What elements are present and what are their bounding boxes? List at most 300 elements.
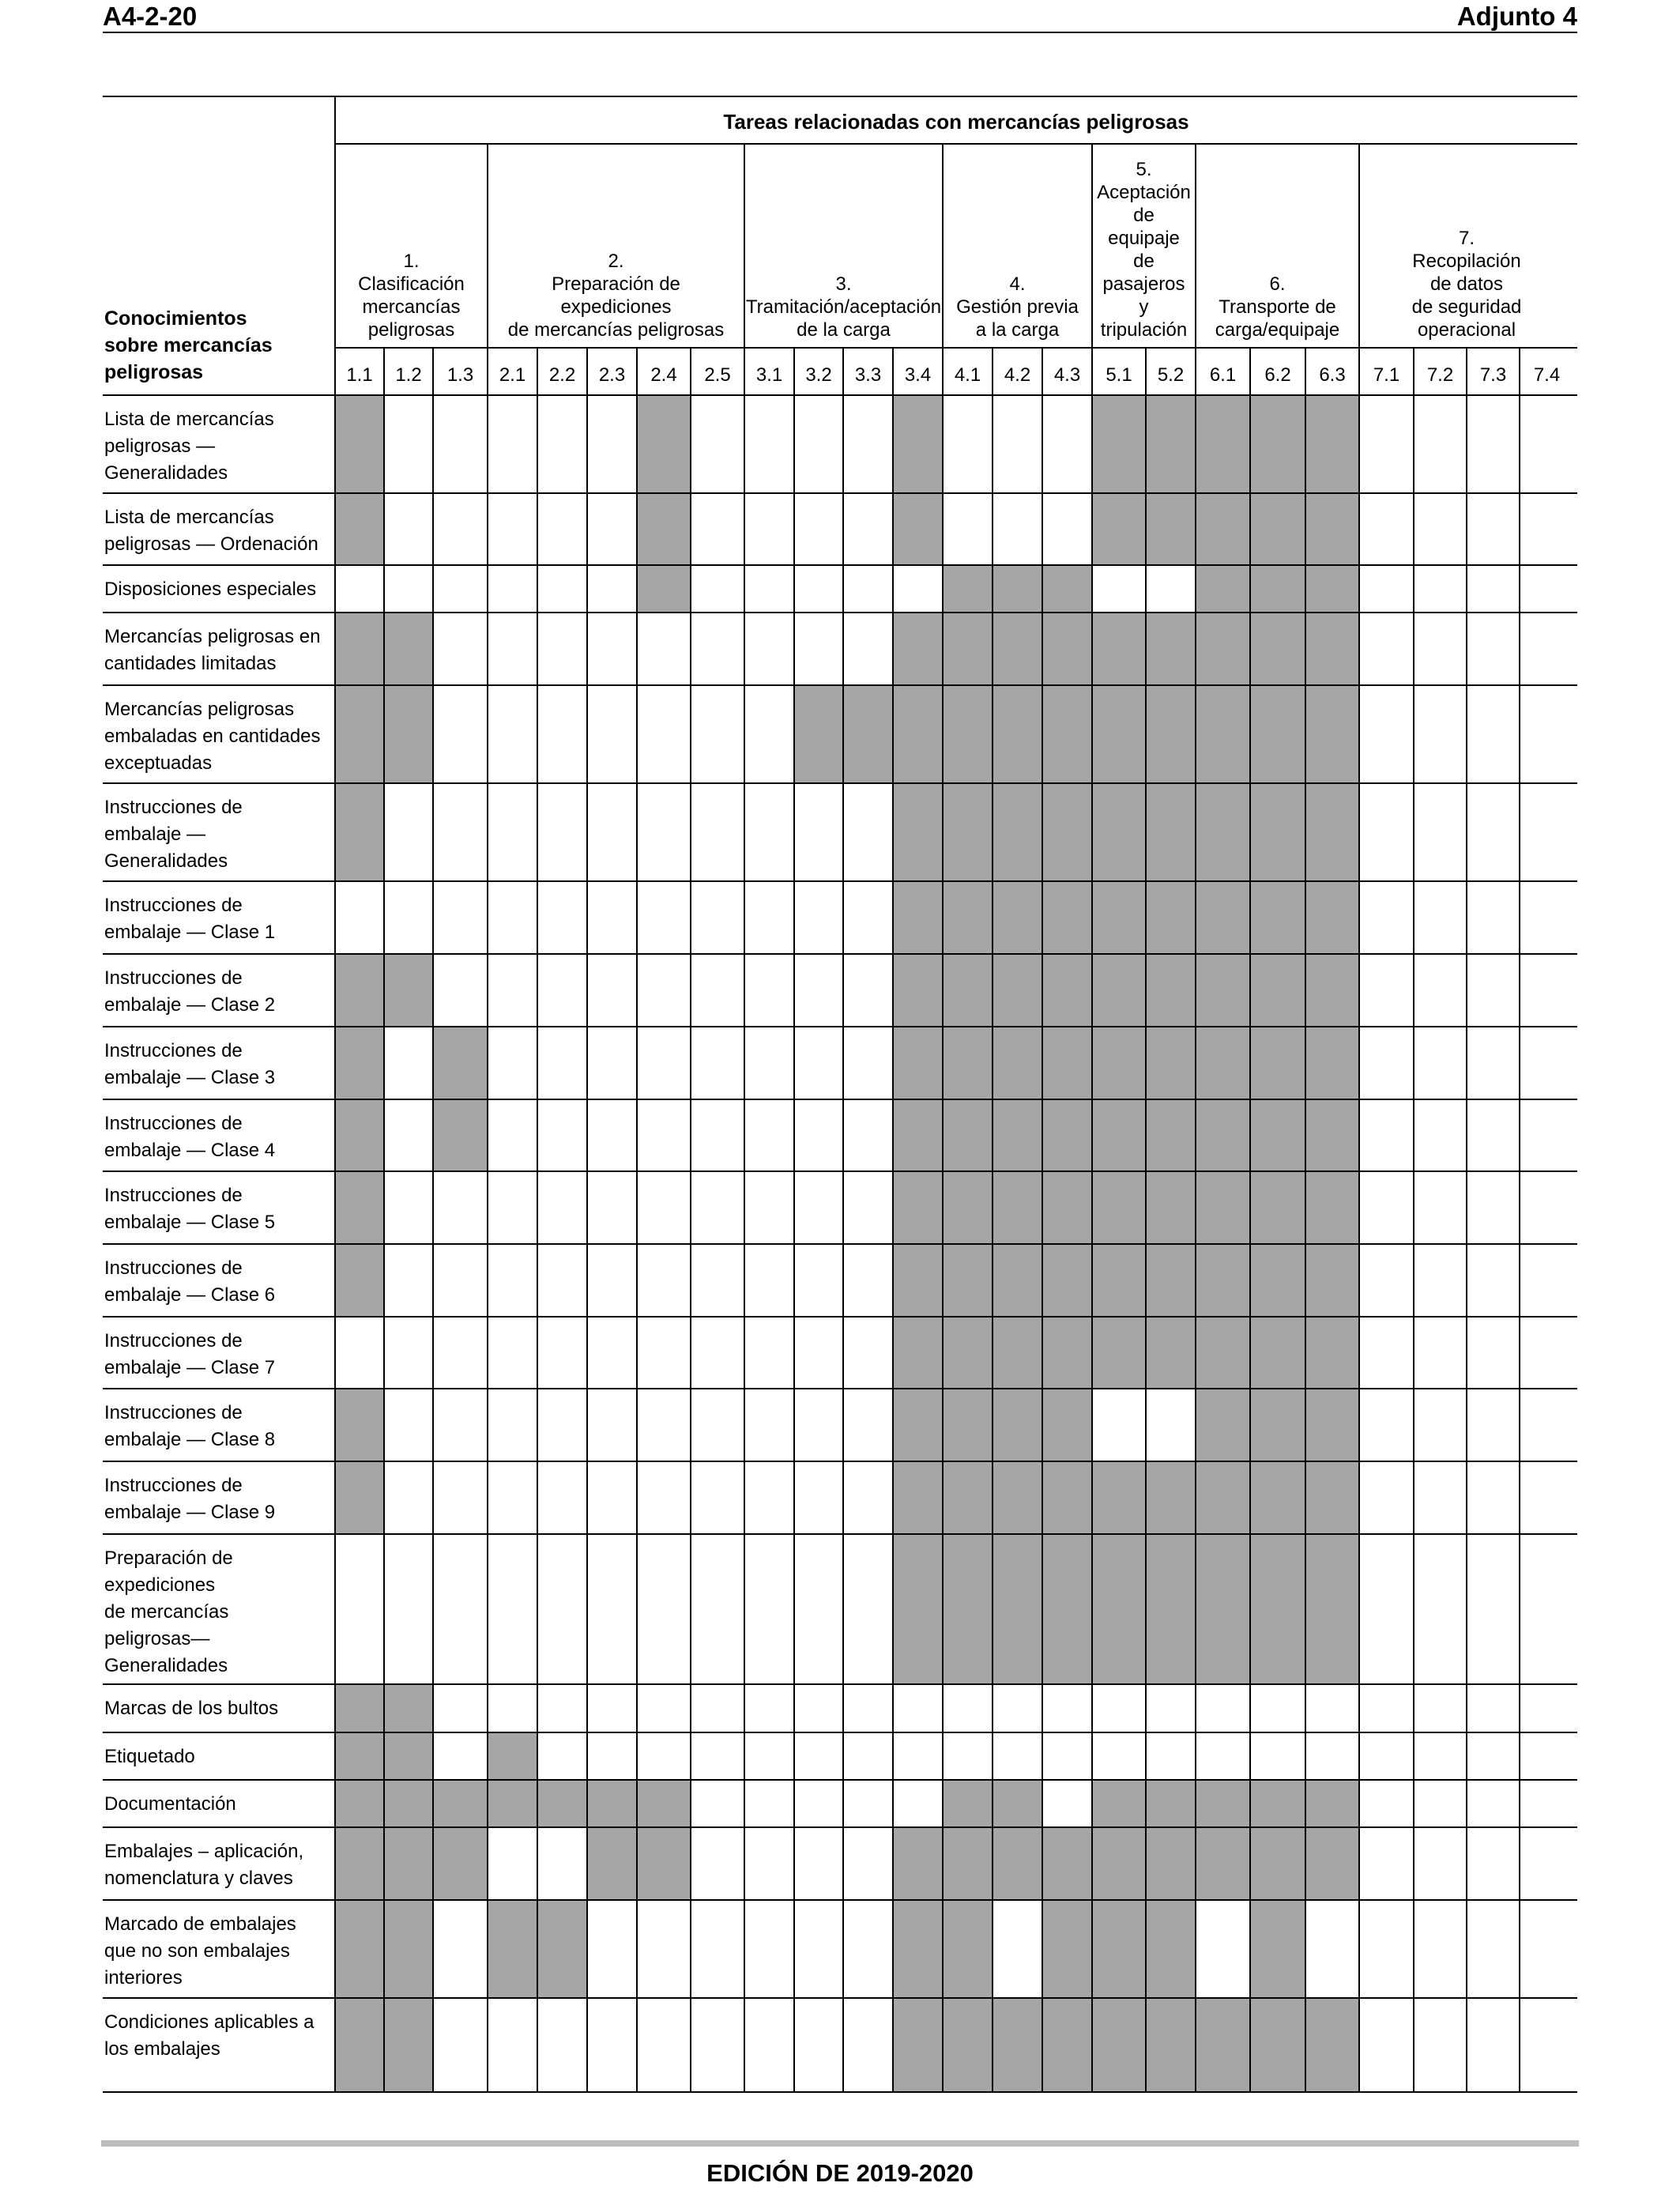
shaded-cell: [1042, 685, 1092, 783]
knowledge-row-label: embalaje — Clase 9: [104, 1502, 276, 1523]
knowledge-row-label: peligrosas—: [104, 1628, 210, 1649]
page-code: A4-2-20: [103, 2, 198, 31]
knowledge-row-label: los embalajes: [104, 2038, 220, 2060]
shaded-cell: [1196, 613, 1250, 685]
task-column-code: 6.2: [1264, 364, 1291, 386]
shaded-cell: [1092, 613, 1146, 685]
shaded-cell: [1042, 613, 1092, 685]
shaded-cell: [1305, 1244, 1359, 1317]
shaded-cell: [384, 1900, 433, 1998]
knowledge-row-label: Documentación: [104, 1793, 236, 1815]
shaded-cell: [993, 954, 1042, 1027]
shaded-cell: [1250, 1998, 1305, 2092]
shaded-cell: [1305, 1389, 1359, 1461]
shaded-cell: [1042, 565, 1092, 613]
task-group-header-line: a la carga: [975, 319, 1060, 341]
task-column-code: 2.1: [499, 364, 526, 386]
shaded-cell: [637, 565, 691, 613]
shaded-cell: [1092, 1827, 1146, 1900]
task-group-header-line: Preparación de: [552, 273, 680, 295]
shaded-cell: [1042, 1900, 1092, 1998]
knowledge-row-label: expediciones: [104, 1574, 216, 1596]
task-group-header-line: 7.: [1458, 228, 1475, 249]
knowledge-row-label: embalaje — Clase 4: [104, 1140, 276, 1161]
shaded-cell: [335, 1171, 384, 1244]
knowledge-row-label: embalaje —: [104, 824, 206, 845]
shaded-cell: [843, 685, 893, 783]
shaded-cell: [335, 1998, 384, 2092]
shaded-cell: [433, 1099, 488, 1171]
shaded-cell: [993, 1171, 1042, 1244]
shaded-cell: [1146, 1317, 1196, 1389]
knowledge-row-label: Generalidades: [104, 1655, 228, 1676]
shaded-cell: [1250, 1827, 1305, 1900]
shaded-cell: [1146, 1099, 1196, 1171]
task-group-header-line: y: [1139, 296, 1149, 318]
knowledge-row-label: Marcado de embalajes: [104, 1913, 296, 1935]
shaded-cell: [993, 1998, 1042, 2092]
knowledge-row-label: Mercancías peligrosas: [104, 699, 295, 720]
knowledge-row-label: interiores: [104, 1967, 183, 1989]
task-group-header-line: peligrosas: [367, 319, 455, 341]
shaded-cell: [335, 783, 384, 881]
task-group-header-line: tripulación: [1100, 319, 1188, 341]
shaded-cell: [893, 1099, 943, 1171]
knowledge-row-label: que no son embalajes: [104, 1940, 290, 1962]
shaded-cell: [1146, 1780, 1196, 1827]
shaded-cell: [1092, 1171, 1146, 1244]
shaded-cell: [1092, 685, 1146, 783]
shaded-cell: [993, 1317, 1042, 1389]
shaded-cell: [1092, 1099, 1146, 1171]
shaded-cell: [488, 1780, 537, 1827]
task-column-code: 7.2: [1426, 364, 1454, 386]
shaded-cell: [1196, 1244, 1250, 1317]
shaded-cell: [335, 1461, 384, 1534]
shaded-cell: [943, 783, 993, 881]
shaded-cell: [335, 493, 384, 565]
shaded-cell: [893, 881, 943, 954]
shaded-cell: [1042, 783, 1092, 881]
shaded-cell: [1305, 395, 1359, 493]
shaded-cell: [433, 1827, 488, 1900]
shaded-cell: [1146, 881, 1196, 954]
shaded-cell: [1196, 954, 1250, 1027]
task-group-header-line: pasajeros: [1102, 273, 1185, 295]
shaded-cell: [1250, 1534, 1305, 1684]
task-group-header-line: 2.: [608, 251, 624, 272]
knowledge-row-label: embalaje — Clase 8: [104, 1429, 276, 1450]
shaded-cell: [1092, 1900, 1146, 1998]
task-group-header-line: 3.: [835, 273, 852, 295]
shaded-cell: [433, 1780, 488, 1827]
shaded-cell: [1196, 565, 1250, 613]
shaded-cell: [893, 1027, 943, 1099]
shaded-cell: [1146, 493, 1196, 565]
shaded-cell: [943, 1534, 993, 1684]
shaded-cell: [1196, 1389, 1250, 1461]
shaded-cell: [1196, 783, 1250, 881]
shaded-cell: [1250, 1171, 1305, 1244]
shaded-cell: [1196, 1998, 1250, 2092]
shaded-cell: [893, 1317, 943, 1389]
shaded-cell: [1305, 685, 1359, 783]
shaded-cell: [993, 613, 1042, 685]
shaded-cell: [1146, 1027, 1196, 1099]
shaded-cell: [1092, 395, 1146, 493]
task-column-code: 3.2: [805, 364, 832, 386]
task-column-code: 5.2: [1157, 364, 1185, 386]
task-group-header-line: Transporte de: [1219, 296, 1336, 318]
shaded-cell: [893, 395, 943, 493]
shaded-cell: [1092, 1534, 1146, 1684]
shaded-cell: [537, 1780, 587, 1827]
shaded-cell: [335, 1027, 384, 1099]
shaded-cell: [943, 1099, 993, 1171]
shaded-cell: [1305, 493, 1359, 565]
shaded-cell: [1196, 493, 1250, 565]
shaded-cell: [893, 1244, 943, 1317]
shaded-cell: [1146, 685, 1196, 783]
task-column-code: 4.3: [1053, 364, 1081, 386]
row-header-label: Conocimientos: [104, 307, 247, 330]
shaded-cell: [1305, 1780, 1359, 1827]
shaded-cell: [637, 1827, 691, 1900]
shaded-cell: [587, 1780, 637, 1827]
task-column-code: 6.3: [1319, 364, 1346, 386]
shaded-cell: [384, 1732, 433, 1780]
shaded-cell: [943, 1780, 993, 1827]
shaded-cell: [1196, 881, 1250, 954]
shaded-cell: [1305, 1317, 1359, 1389]
shaded-cell: [943, 1900, 993, 1998]
knowledge-row-label: Lista de mercancías: [104, 409, 274, 430]
attachment-label: Adjunto 4: [1456, 2, 1577, 31]
knowledge-row-label: Marcas de los bultos: [104, 1698, 279, 1719]
shaded-cell: [943, 881, 993, 954]
shaded-cell: [1250, 685, 1305, 783]
shaded-cell: [335, 1900, 384, 1998]
shaded-cell: [1092, 1027, 1146, 1099]
task-group-header-line: Aceptación: [1097, 182, 1191, 203]
task-column-code: 2.5: [704, 364, 731, 386]
shaded-cell: [488, 1732, 537, 1780]
shaded-cell: [1305, 565, 1359, 613]
task-column-code: 3.3: [854, 364, 882, 386]
shaded-cell: [384, 685, 433, 783]
shaded-cell: [1196, 1780, 1250, 1827]
shaded-cell: [1042, 1099, 1092, 1171]
task-group-header-line: de datos: [1430, 273, 1504, 295]
shaded-cell: [384, 1827, 433, 1900]
shaded-cell: [1092, 1317, 1146, 1389]
shaded-cell: [893, 1998, 943, 2092]
task-group-header-line: 5.: [1136, 159, 1152, 180]
shaded-cell: [1042, 1171, 1092, 1244]
shaded-cell: [1305, 1027, 1359, 1099]
knowledge-row-label: Instrucciones de: [104, 1185, 243, 1206]
shaded-cell: [1250, 395, 1305, 493]
shaded-cell: [1042, 1998, 1092, 2092]
shaded-cell: [893, 1534, 943, 1684]
task-group-header-line: de seguridad: [1411, 296, 1522, 318]
task-column-code: 1.1: [346, 364, 373, 386]
shaded-cell: [1250, 565, 1305, 613]
task-column-code: 2.2: [548, 364, 576, 386]
shaded-cell: [637, 395, 691, 493]
task-column-code: 6.1: [1209, 364, 1237, 386]
row-header-label: peligrosas: [104, 361, 204, 383]
shaded-cell: [943, 1389, 993, 1461]
knowledge-row-label: embalaje — Clase 7: [104, 1357, 276, 1378]
shaded-cell: [1092, 1998, 1146, 2092]
knowledge-row-label: Instrucciones de: [104, 1475, 243, 1496]
shaded-cell: [1092, 493, 1146, 565]
shaded-cell: [1146, 395, 1196, 493]
shaded-cell: [1042, 1534, 1092, 1684]
shaded-cell: [488, 1900, 537, 1998]
shaded-cell: [993, 685, 1042, 783]
shaded-cell: [637, 493, 691, 565]
shaded-cell: [893, 493, 943, 565]
shaded-cell: [384, 1684, 433, 1732]
shaded-cell: [1146, 1900, 1196, 1998]
task-column-code: 2.4: [650, 364, 677, 386]
knowledge-row-label: cantidades limitadas: [104, 653, 277, 674]
knowledge-row-label: exceptuadas: [104, 752, 213, 774]
shaded-cell: [943, 1027, 993, 1099]
knowledge-row-label: Instrucciones de: [104, 797, 243, 818]
shaded-cell: [1042, 1244, 1092, 1317]
shaded-cell: [384, 954, 433, 1027]
shaded-cell: [1092, 1244, 1146, 1317]
knowledge-row-label: Preparación de: [104, 1547, 233, 1569]
knowledge-row-label: Instrucciones de: [104, 1040, 243, 1061]
task-column-code: 7.1: [1373, 364, 1400, 386]
knowledge-row-label: embalaje — Clase 2: [104, 994, 276, 1016]
shaded-cell: [993, 1027, 1042, 1099]
shaded-cell: [335, 685, 384, 783]
shaded-cell: [1305, 1099, 1359, 1171]
knowledge-row-label: Generalidades: [104, 462, 228, 484]
shaded-cell: [335, 1244, 384, 1317]
shaded-cell: [433, 1027, 488, 1099]
knowledge-row-label: Embalajes – aplicación,: [104, 1841, 304, 1862]
knowledge-row-label: Disposiciones especiales: [104, 579, 317, 600]
task-column-code: 2.3: [598, 364, 626, 386]
table-title: Tareas relacionadas con mercancías peligrosas: [723, 110, 1189, 134]
knowledge-row-label: de mercancías: [104, 1601, 229, 1623]
shaded-cell: [335, 954, 384, 1027]
shaded-cell: [384, 613, 433, 685]
shaded-cell: [1146, 1827, 1196, 1900]
shaded-cell: [993, 565, 1042, 613]
shaded-cell: [1250, 1317, 1305, 1389]
shaded-cell: [943, 954, 993, 1027]
shaded-cell: [943, 1827, 993, 1900]
shaded-cell: [537, 1900, 587, 1998]
shaded-cell: [993, 1827, 1042, 1900]
shaded-cell: [1042, 881, 1092, 954]
task-group-header-line: expediciones: [560, 296, 672, 318]
knowledge-row-label: embalaje — Clase 1: [104, 922, 276, 943]
knowledge-row-label: Etiquetado: [104, 1746, 195, 1767]
knowledge-row-label: embalaje — Clase 6: [104, 1284, 276, 1306]
shaded-cell: [1196, 685, 1250, 783]
task-column-code: 1.2: [395, 364, 422, 386]
shaded-cell: [993, 1780, 1042, 1827]
shaded-cell: [1250, 881, 1305, 954]
shaded-cell: [1196, 1461, 1250, 1534]
shaded-cell: [893, 1827, 943, 1900]
shaded-cell: [943, 1998, 993, 2092]
edition-label: EDICIÓN DE 2019-2020: [706, 2159, 974, 2187]
shaded-cell: [943, 613, 993, 685]
task-group-header-line: de la carga: [797, 319, 891, 341]
shaded-cell: [1196, 1027, 1250, 1099]
shaded-cell: [993, 1389, 1042, 1461]
knowledge-row-label: embalaje — Clase 3: [104, 1067, 276, 1088]
shaded-cell: [1196, 1534, 1250, 1684]
task-group-header-line: equipaje: [1108, 228, 1180, 249]
shaded-cell: [1196, 395, 1250, 493]
task-group-header-line: mercancías: [362, 296, 461, 318]
shaded-cell: [1196, 1099, 1250, 1171]
task-group-header-line: 1.: [403, 251, 420, 272]
task-column-code: 3.4: [904, 364, 932, 386]
shaded-cell: [993, 1461, 1042, 1534]
knowledge-row-label: Instrucciones de: [104, 1402, 243, 1423]
knowledge-row-label: peligrosas —: [104, 435, 216, 457]
shaded-cell: [335, 1780, 384, 1827]
shaded-cell: [893, 783, 943, 881]
shaded-cell: [1042, 1317, 1092, 1389]
shaded-cell: [1146, 954, 1196, 1027]
knowledge-row-label: peligrosas — Ordenación: [104, 533, 318, 555]
shaded-cell: [943, 1461, 993, 1534]
knowledge-row-label: Instrucciones de: [104, 1113, 243, 1134]
task-group-header-line: de mercancías peligrosas: [507, 319, 725, 341]
task-group-header-line: Recopilación: [1412, 251, 1521, 272]
shaded-cell: [1250, 783, 1305, 881]
shaded-cell: [893, 613, 943, 685]
shaded-cell: [587, 1827, 637, 1900]
shaded-cell: [1305, 613, 1359, 685]
shaded-cell: [1305, 1171, 1359, 1244]
knowledge-row-label: nomenclatura y claves: [104, 1868, 293, 1889]
shaded-cell: [1146, 1461, 1196, 1534]
task-group-header-line: Gestión previa: [956, 296, 1079, 318]
shaded-cell: [943, 685, 993, 783]
shaded-cell: [1250, 1244, 1305, 1317]
shaded-cell: [335, 1389, 384, 1461]
task-column-code: 3.1: [755, 364, 783, 386]
shaded-cell: [1042, 1027, 1092, 1099]
shaded-cell: [1250, 1099, 1305, 1171]
knowledge-row-label: Generalidades: [104, 850, 228, 872]
shaded-cell: [1250, 613, 1305, 685]
knowledge-row-label: Instrucciones de: [104, 1257, 243, 1279]
shaded-cell: [384, 1780, 433, 1827]
shaded-cell: [893, 1900, 943, 1998]
shaded-cell: [1305, 1998, 1359, 2092]
shaded-cell: [893, 1171, 943, 1244]
knowledge-row-label: Lista de mercancías: [104, 507, 274, 528]
task-column-code: 5.1: [1106, 364, 1132, 386]
task-column-code: 4.1: [954, 364, 981, 386]
shaded-cell: [993, 1244, 1042, 1317]
shaded-cell: [1092, 783, 1146, 881]
shaded-cell: [1196, 1827, 1250, 1900]
shaded-cell: [993, 783, 1042, 881]
shaded-cell: [943, 1244, 993, 1317]
shaded-cell: [993, 1534, 1042, 1684]
task-column-code: 7.4: [1533, 364, 1561, 386]
task-column-code: 4.2: [1004, 364, 1031, 386]
task-column-code: 1.3: [446, 364, 474, 386]
shaded-cell: [335, 613, 384, 685]
shaded-cell: [1146, 613, 1196, 685]
shaded-cell: [943, 1317, 993, 1389]
shaded-cell: [1250, 493, 1305, 565]
shaded-cell: [1250, 1780, 1305, 1827]
task-column-code: 7.3: [1479, 364, 1507, 386]
shaded-cell: [1196, 1171, 1250, 1244]
shaded-cell: [893, 954, 943, 1027]
shaded-cell: [993, 1099, 1042, 1171]
shaded-cell: [1146, 1998, 1196, 2092]
shaded-cell: [893, 1461, 943, 1534]
shaded-cell: [1305, 881, 1359, 954]
task-group-header-line: 4.: [1009, 273, 1026, 295]
knowledge-row-label: Mercancías peligrosas en: [104, 626, 321, 647]
shaded-cell: [384, 1998, 433, 2092]
shaded-cell: [1250, 1461, 1305, 1534]
shaded-cell: [1305, 954, 1359, 1027]
shaded-cell: [1305, 1534, 1359, 1684]
shaded-cell: [335, 1684, 384, 1732]
shaded-cell: [893, 685, 943, 783]
shaded-cell: [1250, 1389, 1305, 1461]
shaded-cell: [1305, 1827, 1359, 1900]
shaded-cell: [1146, 1244, 1196, 1317]
shaded-cell: [1305, 783, 1359, 881]
shaded-cell: [1042, 1461, 1092, 1534]
knowledge-row-label: Instrucciones de: [104, 967, 243, 989]
shaded-cell: [1042, 1389, 1092, 1461]
shaded-cell: [1250, 1027, 1305, 1099]
knowledge-row-label: Instrucciones de: [104, 895, 243, 916]
shaded-cell: [1092, 881, 1146, 954]
shaded-cell: [794, 685, 843, 783]
knowledge-row-label: embalaje — Clase 5: [104, 1212, 276, 1233]
task-group-header-line: 6.: [1269, 273, 1286, 295]
shaded-cell: [1042, 954, 1092, 1027]
task-group-header-line: operacional: [1417, 319, 1516, 341]
shaded-cell: [1092, 1780, 1146, 1827]
shaded-cell: [993, 881, 1042, 954]
shaded-cell: [335, 1099, 384, 1171]
row-header-label: sobre mercancías: [104, 334, 273, 356]
task-group-header-line: Tramitación/aceptación: [745, 296, 942, 318]
task-group-header-line: de: [1133, 205, 1155, 226]
shaded-cell: [893, 1389, 943, 1461]
knowledge-row-label: Condiciones aplicables a: [104, 2011, 315, 2033]
shaded-cell: [335, 395, 384, 493]
shaded-cell: [1250, 1900, 1305, 1998]
shaded-cell: [335, 1827, 384, 1900]
shaded-cell: [1092, 1461, 1146, 1534]
